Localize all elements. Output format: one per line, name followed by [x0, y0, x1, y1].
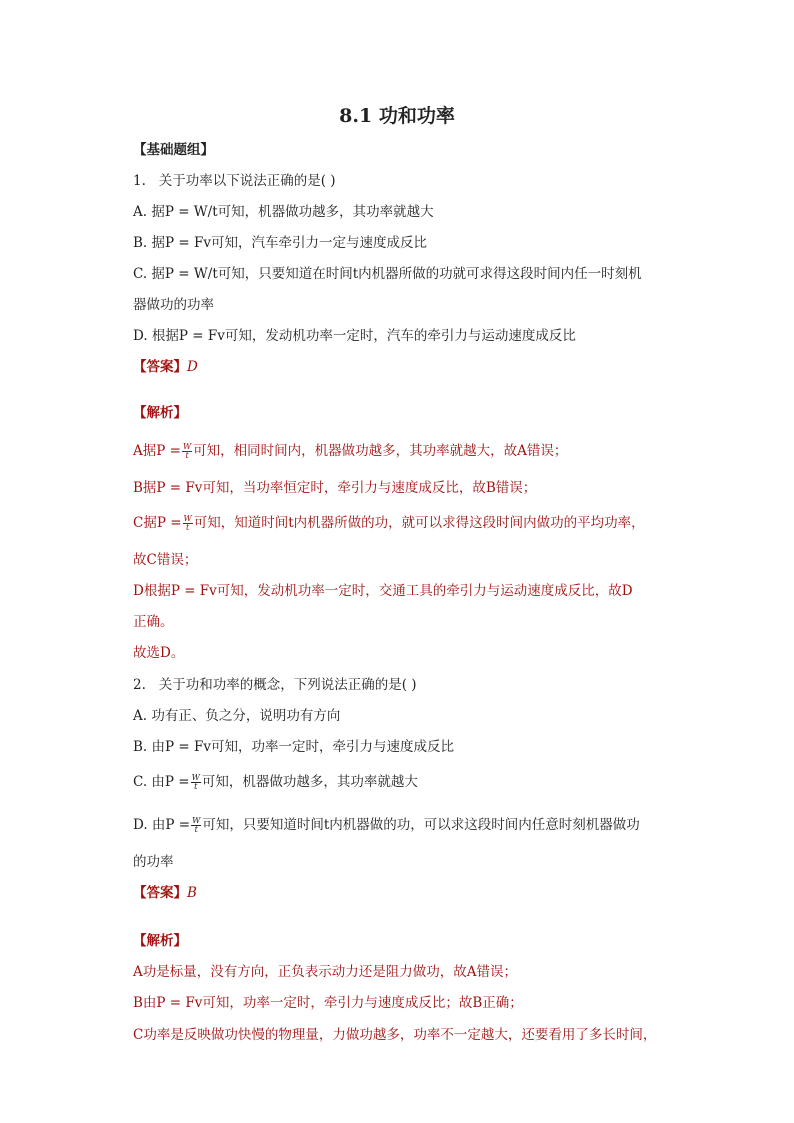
- q2-explanation-b: B由P = Fv可知，功率一定时，牵引力与速度成反比；故B正确；: [133, 995, 523, 1011]
- q2-option-d: D. 由P = $\frac{W}{t}$ 可知，只要知道时间t内机器做的功，可以求这段时间内任意时刻机器做功: [133, 816, 640, 834]
- q1-answer: [133, 357, 198, 377]
- page-title: 8.1 功和功率: [339, 105, 455, 127]
- q1-option-c-line1: C. 据P = W/t可知，只要知道在时间t内机器所做的功就可求得这段时间内任一时刻机: [133, 266, 642, 282]
- q1-explanation-c-line2: 故C错误；: [133, 552, 198, 568]
- q1-option-b: B. 据P = Fv可知，汽车牵引力一定与速度成反比: [133, 235, 427, 251]
- q1-explanation-a: A据P = $\frac{W}{t}$ 可知，相同时间内，机器做功越多，其功率就越大，故A错误；: [133, 442, 568, 460]
- fraction: $\frac{W}{t}$: [183, 514, 192, 532]
- fraction: $\frac{W}{t}$: [182, 442, 192, 460]
- answer-label: 【答案】: [133, 885, 187, 901]
- answer-label: 【答案】: [133, 359, 187, 375]
- q1-option-a: A. 据P = W/t可知，机器做功越多，其功率就越大: [133, 204, 434, 220]
- q2-option-c: C. 由P = $\frac{W}{t}$ 可知，机器做功越多，其功率就越大: [133, 773, 418, 791]
- q1-stem: 1. 关于功率以下说法正确的是( ): [133, 173, 336, 189]
- answer-value: B: [187, 885, 197, 901]
- group-label: 【基础题组】: [133, 142, 214, 158]
- answer-value: D: [187, 359, 198, 375]
- q2-stem: 2. 关于功和功率的概念，下列说法正确的是( ): [133, 677, 417, 693]
- q1-conclusion: 故选D。: [133, 645, 185, 661]
- q2-answer: [133, 883, 197, 903]
- fraction: $\frac{W}{t}$: [191, 773, 200, 791]
- q1-explanation-d-line1: D根据P = Fv可知，发动机功率一定时，交通工具的牵引力与运动速度成反比，故D: [133, 583, 633, 599]
- q2-explanation-c: C功率是反映做功快慢的物理量，力做功越多，功率不一定越大，还要看用了多长时间，: [133, 1027, 657, 1043]
- q1-analysis-label: 【解析】: [133, 405, 187, 421]
- q1-option-d: D. 根据P = Fv可知，发动机功率一定时，汽车的牵引力与运动速度成反比: [133, 328, 576, 344]
- q2-explanation-a: A功是标量，没有方向，正负表示动力还是阻力做功，故A错误；: [133, 964, 517, 980]
- q1-explanation-b: B据P = Fv可知，当功率恒定时，牵引力与速度成反比，故B错误；: [133, 480, 537, 496]
- q2-analysis-label: 【解析】: [133, 933, 187, 949]
- q1-option-c-line2: 器做功的功率: [133, 297, 214, 313]
- fraction: $\frac{W}{t}$: [192, 816, 201, 834]
- q2-option-b: B. 由P = Fv可知，功率一定时，牵引力与速度成反比: [133, 739, 454, 755]
- q2-option-a: A. 功有正、负之分，说明功有方向: [133, 708, 341, 724]
- q2-option-d-line2: 的功率: [133, 854, 174, 870]
- q1-explanation-c: C据P = $\frac{W}{t}$ 可知，知道时间t内机器所做的功，就可以求得这段时间内做功的平均功率，: [133, 514, 645, 532]
- q1-explanation-d-line2: 正确。: [133, 614, 174, 630]
